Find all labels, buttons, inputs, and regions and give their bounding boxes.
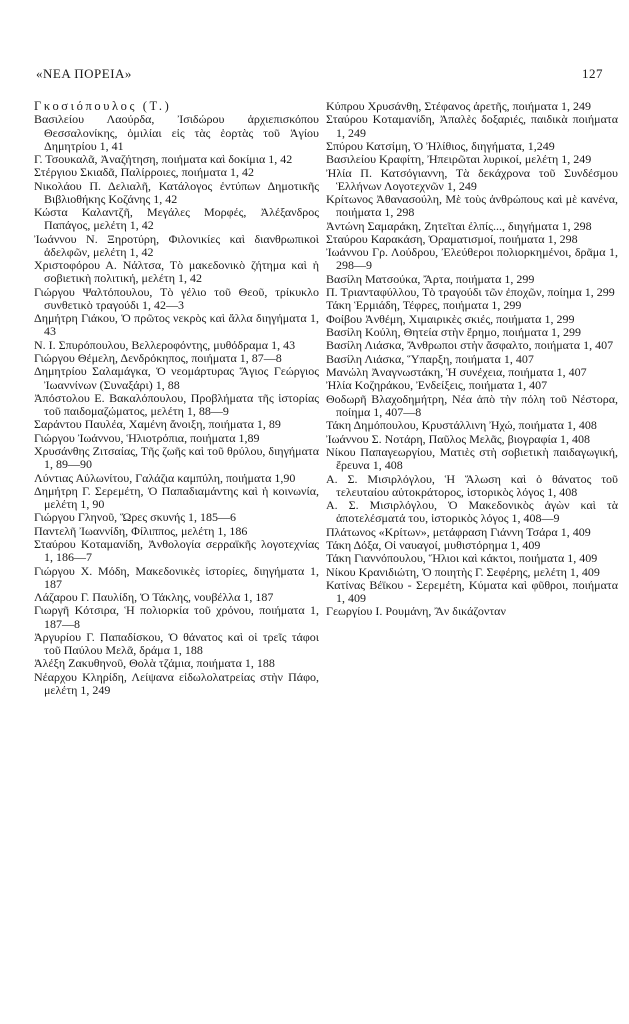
index-entry: Νικολάου Π. Δελιαλῆ, Κατάλογος ἐντύπων Δημοτικῆς Βιβλιοθήκης Κοζάνης 1, 42 [34, 178, 319, 206]
index-entry: Θοδωρῆ Βλαχοδημήτρη, Νέα ἀπὸ τὴν πόλη τοῦ Νέστορα, ποίημα 1, 407—8 [326, 391, 618, 419]
index-entry: Ἰωάννου Ν. Ξηροτύρη, Φιλονικίες καὶ διανθρωπικοὶ ἀδελφῶν, μελέτη 1, 42 [34, 231, 319, 259]
index-entry: Γιώργου Γληνοῦ, Ὥρες σκυνής 1, 185—6 [34, 510, 237, 525]
index-entry: Γιώργου Ἰωάννου, Ἡλιοτρόπια, ποιήματα 1,89 [34, 430, 260, 445]
index-entry: Γιώργου Χ. Μόδη, Μακεδονικὲς ἱστορίες, διηγήματα 1, 187 [34, 563, 319, 591]
index-entry: Δημητρίου Σαλαμάγκα, Ὁ νεομάρτυρας Ἅγιος Γεώργιος Ἰωαννίνων (Συναξάρι) 1, 88 [34, 364, 319, 392]
page-number: 127 [582, 66, 603, 81]
index-entry: Γεωργίου Ι. Ρουμάνη, Ἂν δικάζονταν [326, 604, 506, 619]
index-entry: Γιώργου Ψαλτόπουλου, Τὸ γέλιο τοῦ Θεοῦ, τρίκυκλο συνθετικὸ τραγούδι 1, 42—3 [34, 284, 319, 312]
index-entry: Ἀπόστολου Ε. Βακαλόπουλου, Προβλήματα τῆς ἱστορίας τοῦ παιδομαζώματος, μελέτη 1, 88—9 [34, 390, 319, 419]
index-entry: Σταύρου Καρακάση, Ὁραματισμοί, ποιήματα 1, 298 [326, 231, 578, 246]
index-entry: Γιώργου Θέμελη, Δενδρόκηπος, ποιήματα 1, 87—8 [34, 351, 282, 366]
index-entry: Τάκη Γιαννόπουλου, Ἥλιοι καὶ κάκτοι, ποιήματα 1, 409 [326, 551, 598, 566]
right-entries [326, 100, 618, 619]
index-entry: Τάκη Ἑρμιάδη, Τέφρες, ποιήματα 1, 299 [326, 298, 522, 313]
index-entry: Χρυσάνθης Ζιτσαίας, Τῆς ζωῆς καὶ τοῦ θρύλου, διηγήματα 1, 89—90 [34, 444, 319, 472]
index-entry: Γιωργῆ Κότσιρα, Ἡ πολιορκία τοῦ χρόνου, ποιήματα 1, 187—8 [34, 603, 319, 631]
index-entry: Βασιλείου Κραφίτη, Ἠπειρῶται λυρικοί, μελέτη 1, 249 [326, 152, 592, 167]
index-entry: Σαράντου Παυλέα, Χαμένη ἄνοιξη, ποιήματα 1, 89 [34, 417, 281, 432]
index-entry: Δημήτρη Γ. Σερεμέτη, Ὁ Παπαδιαμάντης καὶ ἡ κοινωνία, μελέτη 1, 90 [34, 483, 319, 512]
index-entry: Νίκου Κρανιδιώτη, Ὁ ποιητὴς Γ. Σεφέρης, μελέτη 1, 409 [326, 564, 600, 579]
index-entry: Τάκη Δημόπουλου, Κρυστάλλινη Ἠχώ, ποιήματα 1, 408 [326, 418, 597, 433]
index-entry: Γ. Τσουκαλᾶ, Ἀναζήτηση, ποιήματα καὶ δοκίμια 1, 42 [34, 152, 293, 166]
author-heading: Γκοσιόπουλος (Τ.) [34, 99, 172, 113]
index-entry: Ἰωάννου Γρ. Λούδρου, Ἐλεύθεροι πολιορκημένοι, δρᾶμα 1, 298—9 [326, 245, 618, 273]
index-entry: Κώστα Καλαντζῆ, Μεγάλες Μορφές, Ἀλέξανδρος Παπάγος, μελέτη 1, 42 [34, 205, 319, 233]
index-entry: Κατίνας Βέϊκου - Σερεμέτη, Κύματα καὶ φῦθροι, ποιήματα 1, 409 [326, 577, 618, 606]
index-entry: Ἀλέξη Ζακυθηνοῦ, Θολὰ τζάμια, ποιήματα 1, 188 [34, 656, 275, 671]
index-entry: Στέργιου Σκιαδᾶ, Παλίρροιες, ποιήματα 1, 42 [34, 165, 254, 180]
index-entry: Α. Σ. Μισιρλόγλου, Ὁ Μακεδονικὸς ἀγὼν καὶ τὰ ἀποτελέσματά του, ἱστορικὸς λόγος 1, 408—9 [326, 498, 618, 526]
index-entry: Ἠλία Π. Κατσόγιαννη, Τὰ δεκάχρονα τοῦ Συνδέσμου Ἑλλήνων Λογοτεχνῶν 1, 249 [326, 165, 618, 193]
index-entry: Βασίλη Ματσούκα, Ἄρτα, ποιήματα 1, 299 [326, 271, 535, 286]
left-entries [34, 113, 319, 697]
index-entry: Λάζαρου Γ. Παυλίδη, Ὁ Τάκλης, νουβέλλα 1, 187 [34, 590, 274, 605]
index-entry: Βασιλείου Λαούρδα, Ἰσιδώρου ἀρχιεπισκόπου Θεσσαλονίκης, ὁμιλίαι εἰς τὰς ἑορτὰς τοῦ Ἁγίου Δημητρίου 1, 41 [34, 112, 319, 153]
index-entry: Σταύρου Κοταμανίδη, Ἀνθολογία σερραϊκῆς λογοτεχνίας 1, 186—7 [34, 537, 319, 565]
index-entry: Τάκη Δόξα, Οἱ ναυαγοί, μυθιστόρημα 1, 409 [326, 537, 541, 552]
index-entry: Βασίλη Κούλη, Θητεία στὴν ἔρημο, ποιήματα 1, 299 [326, 325, 582, 340]
index-entry: Π. Τριανταφύλλου, Τὸ τραγούδι τῶν ἐποχῶν, ποίημα 1, 299 [326, 285, 615, 300]
index-entry: Χριστοφόρου Α. Νάλτσα, Τὸ μακεδονικὸ ζήτημα καὶ ἡ σοβιετικὴ πολιτική, μελέτη 1, 42 [34, 258, 319, 286]
index-entry: Ἀντώνη Σαμαράκη, Ζητεῖται ἐλπίς..., διηγήματα 1, 298 [326, 218, 592, 233]
journal-title: «ΝΕΑ ΠΟΡΕΙΑ» [36, 66, 132, 81]
right-column [326, 100, 618, 619]
index-entry: Ν. Ι. Σπυρόπουλου, Βελλεροφόντης, μυθόδραμα 1, 43 [34, 337, 296, 352]
index-entry: Σπύρου Κατσίμη, Ὁ Ἠλίθιος, διηγήματα, 1,249 [326, 138, 555, 153]
index-entry: Φοίβου Ἀνθέμη, Χιμαιρικὲς σκιές, ποιήματα 1, 299 [326, 311, 575, 326]
index-entry: Κύπρου Χρυσάνθη, Στέφανος ἀρετῆς, ποιήματα 1, 249 [326, 99, 591, 113]
index-entry: Βασίλη Λιάσκα, Ἄνθρωποι στὴν ἄσφαλτο, ποιήματα 1, 407 [326, 338, 614, 353]
index-entry: Λύντιας Αὐλωνίτου, Γαλάζια καμπύλη, ποιήματα 1,90 [34, 470, 296, 485]
index-entry: Α. Σ. Μισιρλόγλου, Ἡ Ἅλωση καὶ ὁ θάνατος τοῦ τελευταίου αὐτοκράτορος, ἱστορικὸς λόγος 1, 408 [326, 471, 618, 499]
index-entry: Ἀργυρίου Γ. Παπαδίσκου, Ὁ θάνατος καὶ οἱ τρεῖς τάφοι τοῦ Παύλου Μελᾶ, δράμα 1, 188 [34, 629, 319, 658]
index-entry: Δημήτρη Γιάκου, Ὁ πρῶτος νεκρὸς καὶ ἄλλα διηγήματα 1, 43 [34, 311, 319, 339]
index-entry: Πλάτωνος «Κρίτων», μετάφραση Γιάννη Τσάρα 1, 409 [326, 524, 591, 539]
left-column [34, 100, 319, 697]
index-entry: Κρίτωνος Ἀθανασούλη, Μὲ τοὺς ἀνθρώπους καὶ μὲ κανένα, ποιήματα 1, 298 [326, 192, 618, 220]
index-entry: Νέαρχου Κληρίδη, Λείψανα εἰδωλολατρείας στὴν Πάφο, μελέτη 1, 249 [34, 669, 319, 697]
index-entry: Παντελῆ Ἰωαννίδη, Φίλιππος, μελέτη 1, 186 [34, 523, 248, 538]
page-header [36, 65, 603, 83]
index-entry: Ἰωάννου Σ. Νοτάρη, Παῦλος Μελᾶς, βιογραφία 1, 408 [326, 431, 591, 446]
index-entry: Μανώλη Ἀναγνωστάκη, Ἡ συνέχεια, ποιήματα 1, 407 [326, 365, 587, 380]
index-entry: Ἠλία Κοζηράκου, Ἐνδείξεις, ποιήματα 1, 407 [326, 378, 548, 393]
index-entry: Βασίλη Λιάσκα, Ὕπαρξη, ποιήματα 1, 407 [326, 351, 534, 366]
index-entry: Σταύρου Κοταμανίδη, Ἀπαλὲς δοξαριές, παιδικὰ ποιήματα 1, 249 [326, 112, 618, 140]
index-entry: Νίκου Παπαγεωργίου, Ματιὲς στὴ σοβιετικὴ παιδαγωγική, ἔρευνα 1, 408 [326, 445, 618, 473]
